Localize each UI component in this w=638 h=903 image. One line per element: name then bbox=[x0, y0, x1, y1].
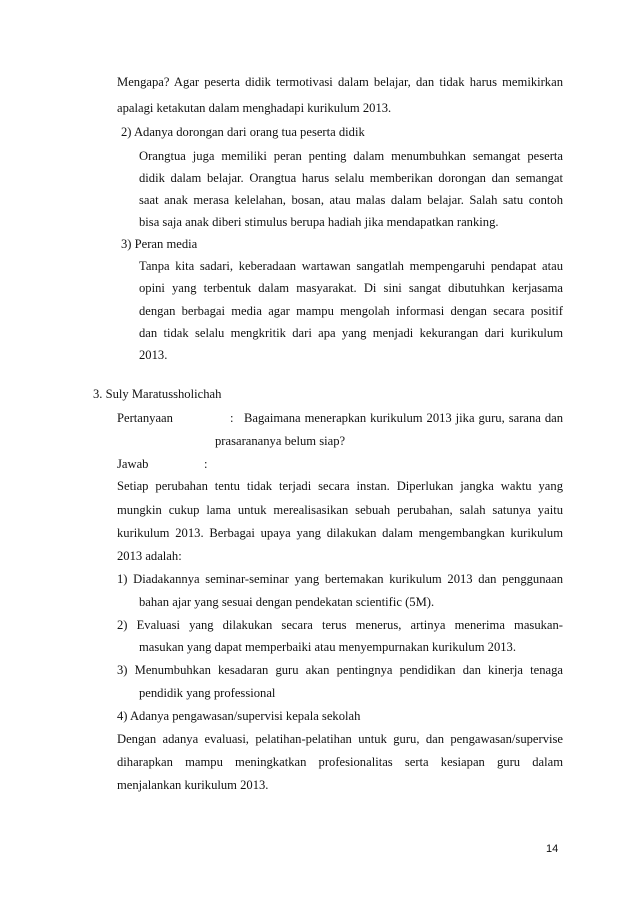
paragraph-line: dengan berbagai media agar mampu mengolah informasi dengan secara positif bbox=[139, 304, 563, 318]
paragraph-line: menjalankan kurikulum 2013. bbox=[117, 778, 269, 792]
paragraph-line: 2013 adalah: bbox=[117, 549, 182, 563]
question-label: Pertanyaan bbox=[117, 411, 173, 425]
paragraph-line: Setiap perubahan tentu tidak terjadi secara instan. Diperlukan jangka waktu yang bbox=[117, 479, 563, 493]
paragraph-line: Dengan adanya evaluasi, pelatihan-pelatihan untuk guru, dan pengawasan/supervise bbox=[117, 732, 563, 746]
list-item-title: 2) Adanya dorongan dari orang tua peserta didik bbox=[121, 125, 365, 139]
question-text: Bagaimana menerapkan kurikulum 2013 jika guru, sarana dan bbox=[244, 411, 563, 425]
list-item: 3) Menumbuhkan kesadaran guru akan pentingnya pendidikan dan kinerja tenaga bbox=[117, 663, 563, 677]
question-colon: : bbox=[230, 411, 234, 425]
paragraph-line: Orangtua juga memiliki peran penting dalam menumbuhkan semangat peserta bbox=[139, 149, 563, 163]
paragraph-line: bisa saja anak diberi stimulus berupa hadiah jika mendapatkan ranking. bbox=[139, 215, 499, 229]
list-item-title: 3) Peran media bbox=[121, 237, 198, 251]
list-item-continuation: masukan yang dapat memperbaiki atau menyempurnakan kurikulum 2013. bbox=[139, 640, 517, 654]
paragraph-line: 2013. bbox=[139, 348, 168, 362]
paragraph-line: opini yang terbentuk dalam masyarakat. Di sini sangat dibutuhkan kerjasama bbox=[139, 281, 563, 295]
list-item: 1) Diadakannya seminar-seminar yang bertemakan kurikulum 2013 dan penggunaan bbox=[117, 572, 563, 586]
question-text: prasarananya belum siap? bbox=[215, 434, 346, 448]
paragraph-line: dan tidak selalu mengkritik dari apa yang menjadi kekurangan dari kurikulum bbox=[139, 326, 563, 340]
answer-colon: : bbox=[204, 457, 208, 471]
list-item-continuation: bahan ajar yang sesuai dengan pendekatan scientific (5M). bbox=[139, 595, 435, 609]
paragraph-line: Mengapa? Agar peserta didik termotivasi dalam belajar, dan tidak harus memikirkan bbox=[117, 75, 563, 89]
paragraph-line: saat anak merasa kelelahan, bosan, atau malas dalam belajar. Salah satu contoh bbox=[139, 193, 563, 207]
section-heading: 3. Suly Maratussholichah bbox=[93, 387, 222, 401]
paragraph-line: diharapkan mampu meningkatkan profesionalitas serta kesiapan guru dalam bbox=[117, 755, 563, 769]
list-item: 2) Evaluasi yang dilakukan secara terus menerus, artinya menerima masukan- bbox=[117, 618, 563, 632]
paragraph-line: mungkin cukup lama untuk merealisasikan sebuah perubahan, salah satunya yaitu bbox=[117, 503, 563, 517]
list-item: 4) Adanya pengawasan/supervisi kepala sekolah bbox=[117, 709, 361, 723]
paragraph-line: didik dalam belajar. Orangtua harus selalu memberikan dorongan dan semangat bbox=[139, 171, 563, 185]
paragraph-line: apalagi ketakutan dalam menghadapi kurikulum 2013. bbox=[117, 101, 392, 115]
page-number: 14 bbox=[546, 843, 559, 855]
paragraph-line: kurikulum 2013. Berbagai upaya yang dilakukan dalam mengembangkan kurikulum bbox=[117, 526, 563, 540]
list-item-continuation: pendidik yang professional bbox=[139, 686, 276, 700]
paragraph-line: Tanpa kita sadari, keberadaan wartawan sangatlah mempengaruhi pendapat atau bbox=[139, 259, 563, 273]
answer-label: Jawab bbox=[117, 457, 149, 471]
